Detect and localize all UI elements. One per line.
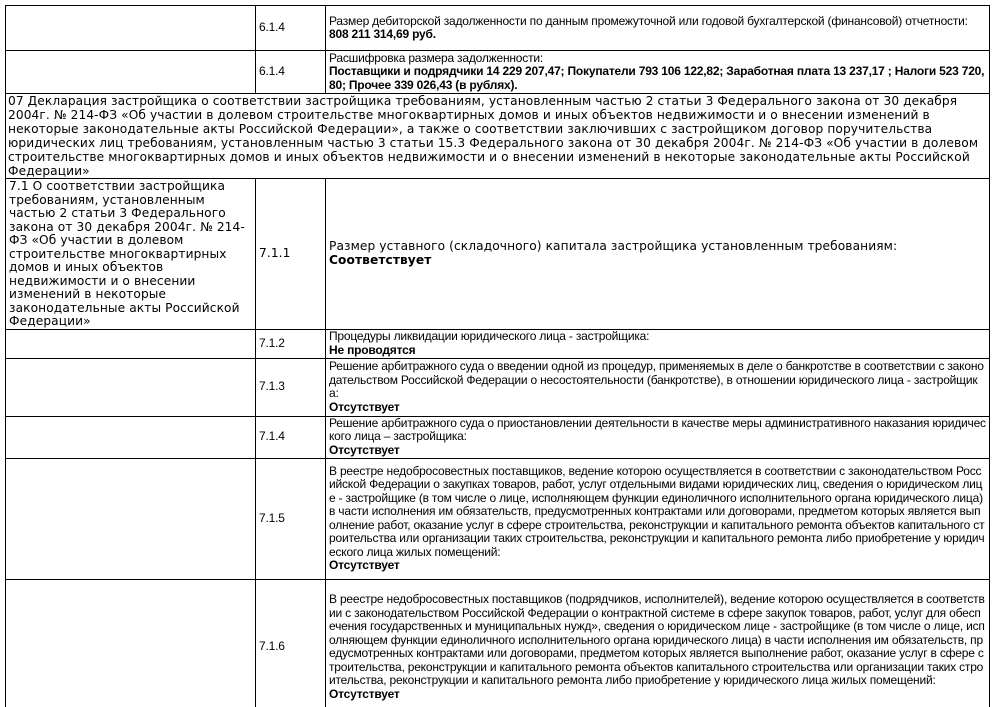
- field-label: Процедуры ликвидации юридического лица - застройщика:: [329, 329, 650, 343]
- field-value: Отсутствует: [329, 399, 400, 414]
- empty-left-cell: [6, 579, 256, 707]
- empty-left-cell: [6, 358, 256, 416]
- field-label: Расшифровка размера задолженности:: [329, 50, 543, 65]
- field-value: Отсутствует: [329, 442, 400, 457]
- empty-left-cell: [6, 329, 256, 358]
- row-number-cell: 6.1.4: [256, 6, 326, 51]
- table-row: [6, 358, 990, 416]
- row-content-cell: [326, 579, 990, 707]
- table-row: [6, 179, 990, 330]
- field-value: Поставщики и подрядчики 14 229 207,47; Покупатели 793 106 122,82; Заработная плата 13 237,17 ; Налоги 523 720,80; Прочее 339 026,43 (в рублях).: [329, 64, 985, 92]
- field-value: 808 211 314,69 руб.: [329, 27, 436, 41]
- table-row: [6, 416, 990, 458]
- table-row: [6, 329, 990, 358]
- field-value: Не проводятся: [329, 342, 416, 357]
- declaration-table: [5, 5, 990, 707]
- field-label: Решение арбитражного суда о приостановлении деятельности в качестве меры административного наказания юридического лица – застройщика:: [329, 416, 986, 444]
- field-label: Размер дебиторской задолженности по данным промежуточной или годовой бухгалтерской (финансовой) отчетности:: [329, 13, 968, 28]
- field-label: Размер уставного (складочного) капитала застройщика установленным требованиям:: [329, 239, 898, 254]
- row-content-cell: [326, 458, 990, 579]
- field-value: Отсутствует: [329, 558, 400, 572]
- row-content-cell: [326, 6, 990, 51]
- table-row: [6, 51, 990, 94]
- row-content-cell: [326, 51, 990, 94]
- row-content-cell: [326, 416, 990, 458]
- row-number-cell: 7.1.4: [256, 416, 326, 458]
- field-label: В реестре недобросовестных поставщиков (подрядчиков, исполнителей), ведение которою осуществляется в соответствии с законодательством Российской Федерации о контрактной системе в сфере закупок товаров, работ, услуг для обеспечения государственных и муниципальных нужд», сведения о юридическом лице - застройщике (в том числе о лице, исполняющем функции единоличного исполнительного органа юридического лица) в части исполнения им обязательств, предусмотренных контрактами или договорами, предметом которых является выполнение работ, оказание услуг в сфере строительства, реконструкции и капитального ремонта объектов капитального строительства или организации таких строительства, реконструкции и капитального ремонта либо приобретение у юридического лица жилых помещений:: [329, 592, 985, 687]
- table-row: [6, 579, 990, 707]
- row-number-cell: 7.1.2: [256, 329, 326, 358]
- empty-left-cell: [6, 458, 256, 579]
- row-content-cell: [326, 179, 990, 330]
- row-number-cell: 7.1.3: [256, 358, 326, 416]
- row-content-cell: [326, 329, 990, 358]
- field-value: Соответствует: [329, 252, 432, 267]
- row-number-cell: 7.1.1: [256, 179, 326, 330]
- row-content-cell: [326, 358, 990, 416]
- field-label: В реестре недобросовестных поставщиков, ведение которою осуществляется в соответствии с законодательством Российской Федерации о закупках товаров, работ, услуг отдельными видами юридических лиц, сведения о юридическом лице - застройщике (в том числе о лице, исполняющем функции единоличного исполнительного органа юридического лица) в части исполнения им обязательств, предусмотренных контрактами или договорами, предметом которых является выполнение работ, оказание услуг в сфере строительства, реконструкции и капитального ремонта объектов капитального строительства или организации таких строительства, реконструкции и капитального ремонта либо приобретение у юридического лица жилых помещений:: [329, 463, 985, 559]
- field-value: Отсутствует: [329, 686, 400, 701]
- table-row: [6, 6, 990, 51]
- empty-left-cell: [6, 416, 256, 458]
- section-header-row: [6, 94, 990, 179]
- row-number-cell: 6.1.4: [256, 51, 326, 94]
- field-label: Решение арбитражного суда о введении одной из процедур, применяемых в деле о банкротстве в соответствии с законодательством Российской Федерации о несостоятельности (банкротстве), в отношении юридического лица - застройщика:: [329, 359, 984, 400]
- section-header-text: 07 Декларация застройщика о соответствии застройщика требованиям, установленным частью 2 статьи 3 Федерального закона от 30 декабря 2004г. № 214-ФЗ «Об участии в долевом строительстве многоквартирных домов и иных объектов недвижимости и о внесении изменений в некоторые законодательные акты Российской Федерации», а также о соответствии заключивших с застройщиком договор поручительства юридических лиц требованиям, установленным частью 3 статьи 15.3 Федерального закона от 30 декабря 2004г. № 214-ФЗ «Об участии в долевом строительстве многоквартирных домов и иных объектов недвижимости и о внесении изменений в некоторые законодательные акты Российской Федерации»: [6, 94, 990, 179]
- row-number-cell: 7.1.6: [256, 579, 326, 707]
- empty-left-cell: [6, 6, 256, 51]
- row-number-cell: 7.1.5: [256, 458, 326, 579]
- left-description-cell: 7.1 О соответствии застройщика требованиям, установленным частью 2 статьи 3 Федерального закона от 30 декабря 2004г. № 214-ФЗ «Об участии в долевом строительстве многоквартирных домов и иных объектов недвижимости и о внесении изменений в некоторые законодательные акты Российской Федерации»: [6, 179, 256, 330]
- empty-left-cell: [6, 51, 256, 94]
- table-row: [6, 458, 990, 579]
